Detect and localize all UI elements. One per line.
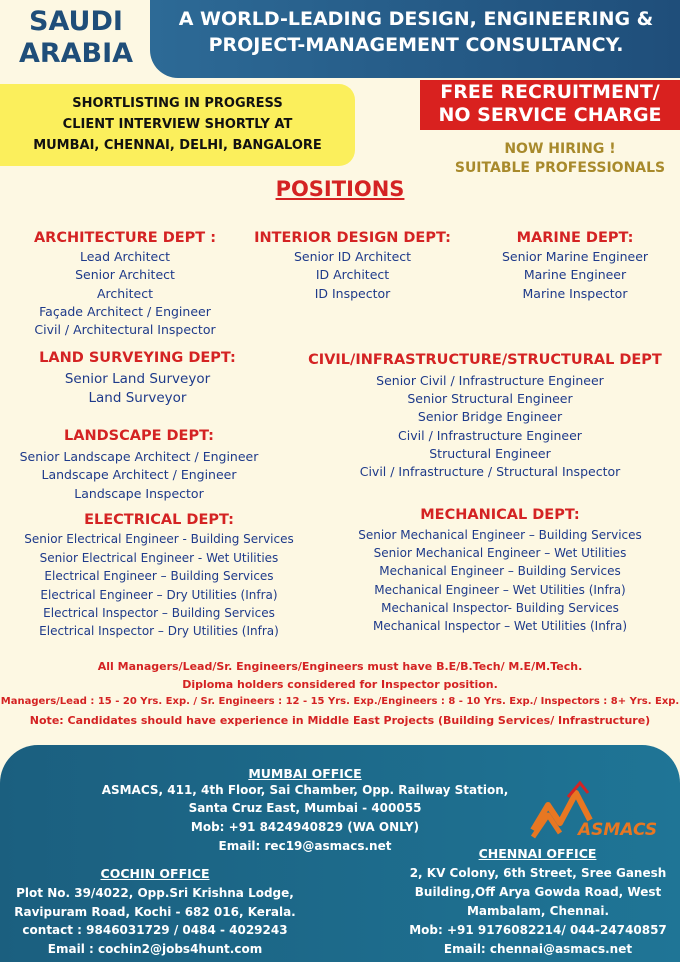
free-line-1: FREE RECRUITMENT/ bbox=[440, 81, 660, 103]
requirement-note-4: Note: Candidates should have experience in Middle East Projects (Building Services/ Infrastructure) bbox=[29, 714, 651, 727]
office-line: Santa Cruz East, Mumbai - 400055 bbox=[188, 801, 422, 815]
tagline-line-2: PROJECT-MANAGEMENT CONSULTANCY. bbox=[208, 34, 624, 56]
requirement-note-1: All Managers/Lead/Sr. Engineers/Engineers must have B.E/B.Tech/ M.E/M.Tech. bbox=[97, 660, 583, 673]
dept-title-architecture: ARCHITECTURE DEPT : bbox=[33, 230, 217, 246]
office-title-chennai: CHENNAI OFFICE bbox=[478, 846, 597, 861]
list-item: Mechanical Engineer – Wet Utilities (Infra) bbox=[374, 583, 626, 597]
office-line: Plot No. 39/4022, Opp.Sri Krishna Lodge, bbox=[16, 886, 294, 900]
list-item: Senior Electrical Engineer - Wet Utilities bbox=[39, 551, 279, 565]
office-line: Mob: +91 9176082214/ 044-24740857 bbox=[409, 923, 667, 937]
free-line-2: NO SERVICE CHARGE bbox=[438, 104, 662, 126]
office-title-cochin: COCHIN OFFICE bbox=[100, 866, 210, 881]
country-label bbox=[6, 6, 146, 70]
list-item: Senior Mechanical Engineer – Building Services bbox=[358, 528, 642, 542]
dept-title-electrical: ELECTRICAL DEPT: bbox=[84, 512, 234, 528]
dept-title-civil: CIVIL/INFRASTRUCTURE/STRUCTURAL DEPT bbox=[308, 352, 662, 368]
list-item: Electrical Inspector – Building Services bbox=[43, 606, 275, 620]
requirement-note-3: Managers/Lead : 15 - 20 Yrs. Exp. / Sr. Engineers : 12 - 15 Yrs. Exp./Engineers : 8 - 10 Yrs. Exp./ Inspectors : 8+ Yrs. Exp. bbox=[0, 696, 680, 707]
list-item: Senior Landscape Architect / Engineer bbox=[19, 449, 259, 464]
list-item: Civil / Infrastructure Engineer bbox=[398, 428, 582, 443]
office-line: 2, KV Colony, 6th Street, Sree Ganesh bbox=[409, 866, 667, 880]
free-recruitment-badge bbox=[420, 80, 680, 130]
shortlisting-line-3: MUMBAI, CHENNAI, DELHI, BANGALORE bbox=[33, 138, 322, 153]
list-item: Electrical Engineer – Building Services bbox=[44, 569, 274, 583]
office-line: Building,Off Arya Gowda Road, West bbox=[414, 885, 662, 899]
office-line: contact : 9846031729 / 0484 - 4029243 bbox=[22, 923, 288, 937]
list-item: Mechanical Inspector – Wet Utilities (Infra) bbox=[373, 619, 627, 633]
office-line: Email: rec19@asmacs.net bbox=[218, 839, 392, 853]
shortlisting-box bbox=[0, 84, 355, 166]
requirement-note-2: Diploma holders considered for Inspector position. bbox=[182, 678, 498, 691]
list-item: Electrical Engineer – Dry Utilities (Infra) bbox=[40, 588, 278, 602]
list-item: Civil / Architectural Inspector bbox=[34, 322, 216, 337]
list-item: ID Inspector bbox=[314, 286, 391, 301]
country-line-2: ARABIA bbox=[18, 38, 134, 69]
list-item: Electrical Inspector – Dry Utilities (Infra) bbox=[39, 624, 279, 638]
list-item: Senior Civil / Infrastructure Engineer bbox=[376, 373, 604, 388]
positions-heading: POSITIONS bbox=[275, 177, 405, 201]
office-line: Mambalam, Chennai. bbox=[466, 904, 610, 918]
office-line: Email : cochin2@jobs4hunt.com bbox=[47, 942, 263, 956]
shortlisting-line-1: SHORTLISTING IN PROGRESS bbox=[72, 96, 283, 111]
tagline-line-1: A WORLD-LEADING DESIGN, ENGINEERING & bbox=[178, 8, 654, 30]
hiring-line-2: SUITABLE PROFESSIONALS bbox=[454, 160, 666, 176]
list-item: Marine Engineer bbox=[523, 267, 627, 282]
office-line: Mob: +91 8424940829 (WA ONLY) bbox=[190, 820, 420, 834]
list-item: ID Architect bbox=[315, 267, 390, 282]
list-item: Façade Architect / Engineer bbox=[39, 304, 211, 319]
office-line: Email: chennai@asmacs.net bbox=[443, 942, 633, 956]
logo-wordmark: ASMACS bbox=[578, 820, 658, 840]
hiring-line-1: NOW HIRING ! bbox=[504, 141, 616, 157]
list-item: Senior Architect bbox=[75, 267, 175, 282]
office-line: Ravipuram Road, Kochi - 682 016, Kerala. bbox=[14, 905, 296, 919]
shortlisting-line-2: CLIENT INTERVIEW SHORTLY AT bbox=[62, 117, 293, 132]
office-line: ASMACS, 411, 4th Floor, Sai Chamber, Opp. Railway Station, bbox=[101, 783, 509, 797]
list-item: Structural Engineer bbox=[429, 446, 551, 461]
list-item: Mechanical Inspector- Building Services bbox=[381, 601, 619, 615]
dept-title-interior: INTERIOR DESIGN DEPT: bbox=[254, 230, 451, 246]
list-item: Landscape Inspector bbox=[74, 486, 204, 501]
list-item: Senior Structural Engineer bbox=[407, 391, 573, 406]
tagline bbox=[155, 6, 677, 58]
dept-title-mechanical: MECHANICAL DEPT: bbox=[420, 507, 580, 523]
list-item: Land Surveyor bbox=[88, 390, 187, 406]
list-item: Landscape Architect / Engineer bbox=[41, 467, 237, 482]
dept-title-landscape: LANDSCAPE DEPT: bbox=[64, 428, 214, 444]
office-title-mumbai: MUMBAI OFFICE bbox=[248, 766, 362, 781]
country-line-1: SAUDI bbox=[29, 6, 123, 37]
list-item: Marine Inspector bbox=[522, 286, 628, 301]
list-item: Senior Land Surveyor bbox=[64, 371, 211, 387]
list-item: Senior Marine Engineer bbox=[501, 249, 649, 264]
list-item: Mechanical Engineer – Building Services bbox=[379, 564, 621, 578]
list-item: Civil / Infrastructure / Structural Inspector bbox=[359, 464, 621, 479]
dept-title-land-surveying: LAND SURVEYING DEPT: bbox=[39, 350, 236, 366]
list-item: Senior Bridge Engineer bbox=[417, 409, 563, 424]
list-item: Lead Architect bbox=[79, 249, 171, 264]
list-item: Senior ID Architect bbox=[293, 249, 412, 264]
list-item: Senior Electrical Engineer - Building Services bbox=[24, 532, 294, 546]
list-item: Senior Mechanical Engineer – Wet Utilities bbox=[373, 546, 627, 560]
dept-title-marine: MARINE DEPT: bbox=[516, 230, 634, 246]
list-item: Architect bbox=[96, 286, 154, 301]
